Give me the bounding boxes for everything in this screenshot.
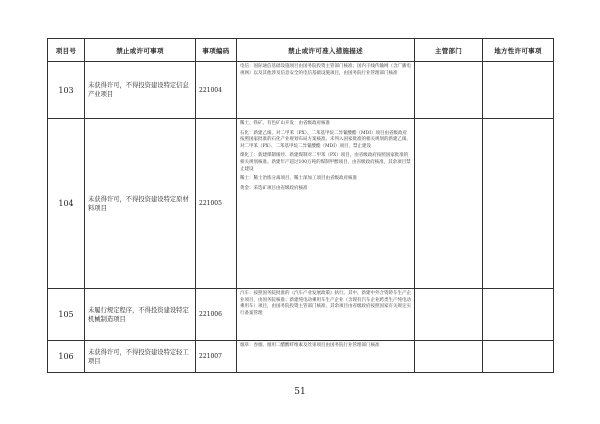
table-row bbox=[48, 289, 554, 341]
table-row bbox=[48, 62, 554, 119]
table-header-row bbox=[48, 39, 554, 62]
row-local-permit bbox=[483, 341, 554, 373]
row-number: 106 bbox=[48, 341, 85, 373]
row-local-permit bbox=[483, 119, 554, 289]
row-code: 221007 bbox=[196, 341, 237, 373]
desc-paragraph: 烟草：卷烟、烟用二醋酸纤维素及丝束项目由国务院行业管理部门核准 bbox=[240, 343, 380, 348]
row-department bbox=[415, 119, 483, 289]
regulation-table bbox=[47, 38, 554, 373]
header-item-no: 项目号 bbox=[48, 39, 85, 62]
row-description bbox=[237, 119, 415, 289]
page-number: 51 bbox=[294, 387, 306, 397]
row-department bbox=[415, 289, 483, 341]
row-department bbox=[415, 62, 483, 119]
row-local-permit bbox=[483, 62, 554, 119]
row-item: 未履行规定程序，不得投资建设特定机械制造项目 bbox=[85, 289, 196, 341]
header-local-permit: 地方性许可事项 bbox=[483, 39, 554, 62]
row-description bbox=[237, 289, 415, 341]
header-item-code: 事项编码 bbox=[196, 39, 237, 62]
desc-paragraph: 黄金：采选矿项目由省级政府核准 bbox=[240, 185, 308, 191]
row-description bbox=[237, 62, 415, 119]
desc-paragraph: 电信：国际通信基础设施项目由国务院投资主管部门核准；国内干线传输网（含广播电视网）以及其他涉及信息安全的电信基础设施项目，由国务院行业管理部门核准 bbox=[240, 64, 411, 76]
desc-paragraph: 煤化工：新建煤制烯烃、新建煤制对二甲苯（PX）项目，由省级政府按照国家批准的相关规划核准。新建年产超过100万吨的煤制甲醇项目，由省级政府核准，其余项目禁止建设 bbox=[240, 153, 411, 172]
row-number: 105 bbox=[48, 289, 85, 341]
header-measure-desc: 禁止或许可准入措施描述 bbox=[237, 39, 415, 62]
desc-paragraph: 稀土、铁矿、有色矿山开发：由省级政府核准 bbox=[240, 121, 330, 126]
row-description bbox=[237, 341, 415, 373]
row-local-permit bbox=[483, 289, 554, 341]
row-code: 221006 bbox=[196, 289, 237, 341]
row-code: 221004 bbox=[196, 62, 237, 119]
desc-paragraph: 汽车：按照国务院批准的《汽车产业发展政策》执行。其中，新建中外合资轿车生产企业项目，由国务院核准；新建纯电动乘用车生产企业（含现有汽车企业跨类生产纯电动乘用车）项目，由国务院投资主管部门核准，其余项目由省级政府按照国家有关规定实行备案管理 bbox=[240, 291, 411, 316]
row-number: 104 bbox=[48, 119, 85, 289]
row-code: 221005 bbox=[196, 119, 237, 289]
header-department: 主管部门 bbox=[415, 39, 483, 62]
row-item: 未获得许可，不得投资建设特定信息产业项目 bbox=[85, 62, 196, 119]
row-number: 103 bbox=[48, 62, 85, 119]
row-item: 未获得许可，不得投资建设特定轻工项目 bbox=[85, 341, 196, 373]
header-item-name: 禁止或许可事项 bbox=[85, 39, 196, 62]
desc-paragraph: 稀土：稀土冶炼分离项目、稀土深加工项目由省级政府核准 bbox=[240, 176, 357, 182]
row-department bbox=[415, 341, 483, 373]
table-row bbox=[48, 341, 554, 373]
row-item: 未获得许可，不得投资建设特定原材料项目 bbox=[85, 119, 196, 289]
desc-paragraph: 石化：新建乙烯、对二甲苯（PX）、二苯基甲烷二异氰酸酯（MDI）项目由省级政府按照国家批准的石化产业规划布局方案核准。未列入国家批准的相关规划的新建乙烯、对二甲苯（PX）、二苯基甲烷二异氰酸酯（MDI）项目，禁止建设 bbox=[240, 130, 411, 149]
table-row bbox=[48, 119, 554, 289]
